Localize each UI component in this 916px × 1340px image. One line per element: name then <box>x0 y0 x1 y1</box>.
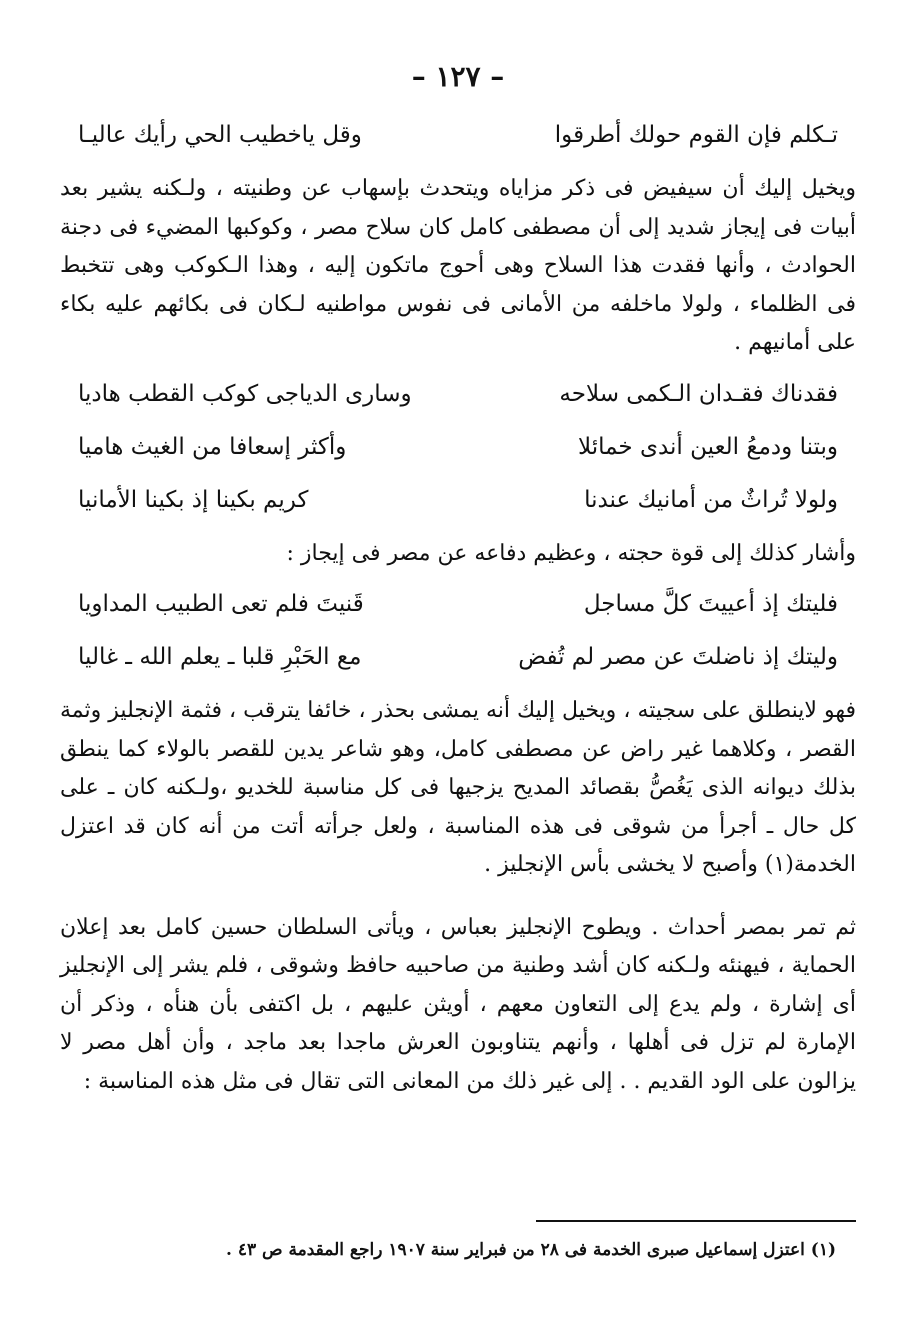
paragraph-3: فهو لاينطلق على سجيته ، ويخيل إليك أنه يمشى بحذر ، خائفا يترقب ، فثمة الإنجليز وثمة القصر ، وكلاهما غير راض عن مصطفى كامل، وهو شاعر يدين للقصر بالولاء كما ينطق بذلك ديوانه الذى يَغُصُّ بقصائد المديح يزجيها فى كل مناسبة للخديو ،ولـكنه كان ـ على كل حال ـ أجرأ من شوقى فى هذه المناسبة ، ولعل جرأته أتت من أنه كان قد اعتزل الخدمة(١) وأصبح لا يخشى بأس الإنجليز . <box>60 698 856 877</box>
paragraph-4: ثم تمر بمصر أحداث . ويطوح الإنجليز بعباس ، ويأتى السلطان حسين كامل بعد إعلان الحماية ، فيهنئه ولـكنه كان أشد وطنية من صاحبيه حافظ وشوقى ، فلم يشر إلى الإنجليز أى إشارة ، ولم يدع إلى التعاون معهم ، أويثن عليهم ، بل اكتفى بأن هنأه ، وذكر أن الإمارة لم تزل فى أهلها ، وأنهم يتناوبون العرش ماجدا بعد ماجد ، وأن أهل مصر لا يزالون على الود القديم . . إلى غير ذلك من المعانى التى تقال فى مثل هذه المناسبة : <box>60 914 856 1094</box>
verse-line <box>78 482 838 518</box>
paragraph-2: وأشار كذلك إلى قوة حجته ، وعظيم دفاعه عن مصر فى إيجاز : <box>286 540 856 566</box>
verse-first-hemistich: تـكلم فإن القوم حولك أطرقوا <box>554 122 838 148</box>
verse-second-hemistich: وقل ياخطيب الحي رأيك عاليـا <box>78 122 362 148</box>
verse-first-hemistich: فقدناك فقـدان الـكمى سلاحه <box>559 380 838 407</box>
verse-line <box>78 639 838 675</box>
page-number: – ١٢٧ – <box>411 60 505 93</box>
verse-block-2 <box>60 586 856 675</box>
verse-line <box>78 429 838 465</box>
verse-first-hemistich: وبتنا ودمعُ العين أندى خمائلا <box>577 433 838 460</box>
verse-first-hemistich: وليتك إذ ناضلتَ عن مصر لم تُفض <box>518 644 838 670</box>
verse-block-1 <box>60 376 856 518</box>
footnote-divider <box>536 1220 856 1222</box>
verse-second-hemistich: كريم بكينا إذ بكينا الأمانيا <box>78 486 309 513</box>
opening-verse <box>78 117 838 153</box>
verse-second-hemistich: وسارى الدياجى كوكب القطب هاديا <box>78 380 412 407</box>
verse-first-hemistich: فليتك إذ أعييتَ كلَّ مساجل <box>583 591 838 617</box>
verse-line <box>78 586 838 622</box>
verse-second-hemistich: قَنيتَ فلم تعى الطبيب المداويا <box>78 591 364 617</box>
footnote: (١) اعتزل إسماعيل صبرى الخدمة فى ٢٨ من فبراير سنة ١٩٠٧ راجع المقدمة ص ٤٣ . <box>226 1240 836 1260</box>
verse-first-hemistich: ولولا تُراثٌ من أمانيك عندنا <box>584 486 838 513</box>
verse-line <box>78 376 838 412</box>
paragraph-1: ويخيل إليك أن سيفيض فى ذكر مزاياه ويتحدث بإسهاب عن وطنيته ، ولـكنه يشير بعد أبيات فى إيجاز شديد إلى أن مصطفى كامل كان سلاح مصر ، وكوكبها المضيء فى دجنة الحوادث ، وأنها فقدت هذا السلاح وهى أحوج ماتكون إليه ، وهذا الـكوكب وهى تتخبط فى الظلماء ، ولولا ماخلفه من الأمانى فى نفوس مواطنيه لـكان فى بكائهم عليه بكاء على أمانيهم . <box>60 176 856 355</box>
verse-second-hemistich: وأكثر إسعافا من الغيث هاميا <box>78 433 347 460</box>
verse-second-hemistich: مع الحَبْرِ قلبا ـ يعلم الله ـ غاليا <box>78 644 362 670</box>
